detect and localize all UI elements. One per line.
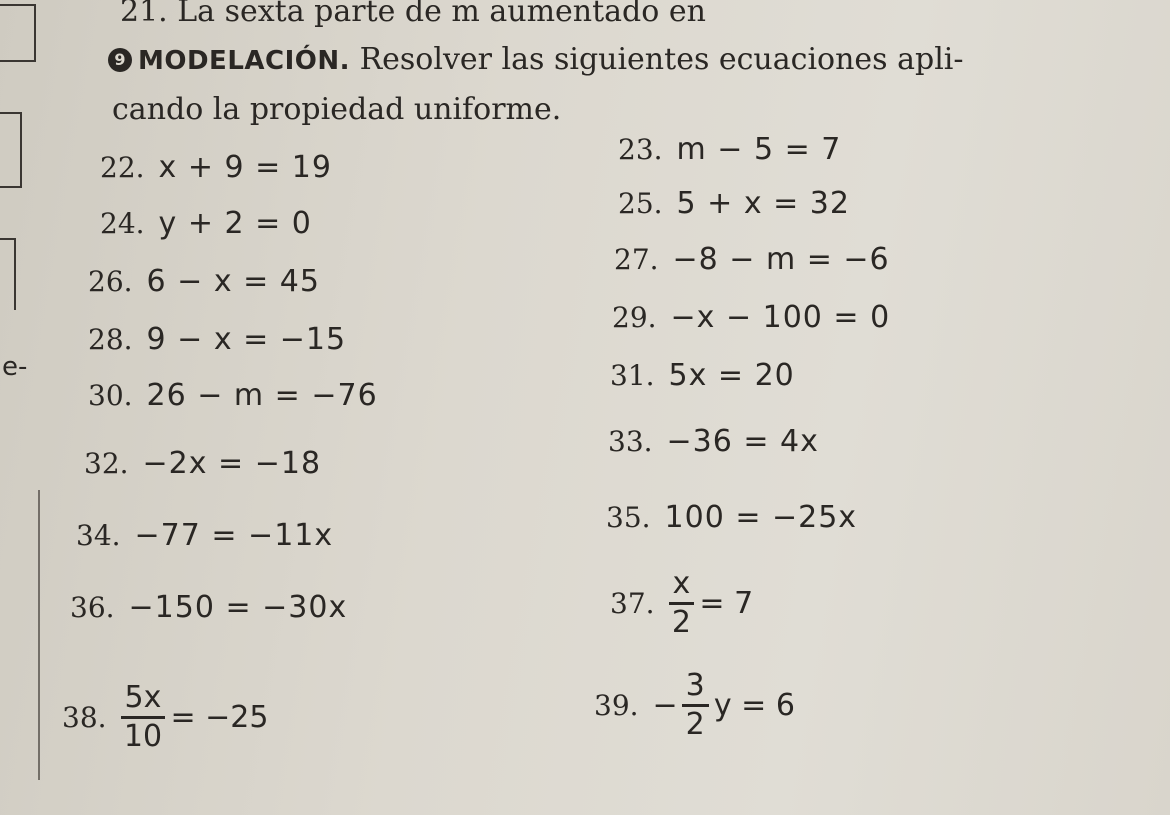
exercise-number: 22. <box>100 151 145 184</box>
exercise-23 <box>618 132 841 167</box>
exercise-number: 31. <box>610 359 655 392</box>
equation: 100 = −25x <box>664 500 858 535</box>
exercise-28 <box>88 322 346 357</box>
section-instruction-continued: cando la propiedad uniforme. <box>112 92 562 127</box>
equation-rest: y = 6 <box>713 688 795 723</box>
exercise-39 <box>594 668 795 743</box>
exercise-number: 37. <box>610 587 655 620</box>
equation: −77 = −11x <box>134 518 334 553</box>
fraction-denominator: 10 <box>123 719 163 754</box>
exercise-37 <box>610 566 753 641</box>
exercise-number: 35. <box>606 501 651 534</box>
exercise-number: 27. <box>614 243 659 276</box>
exercise-number: 39. <box>594 689 639 722</box>
margin-box <box>0 4 36 62</box>
margin-rule <box>38 490 40 780</box>
equation: −2x = −18 <box>142 446 322 481</box>
exercise-30 <box>88 378 378 413</box>
exercise-31 <box>610 358 795 393</box>
equation-rest: = −25 <box>170 700 269 735</box>
section-number-badge: 9 <box>108 48 132 72</box>
equation: −150 = −30x <box>128 590 348 625</box>
exercise-21-text: 21. La sexta parte de m aumentado en <box>120 0 706 29</box>
exercise-number: 36. <box>70 591 115 624</box>
exercise-number: 25. <box>618 187 663 220</box>
exercise-24 <box>100 206 312 241</box>
exercise-number: 26. <box>88 265 133 298</box>
fraction <box>669 566 695 641</box>
margin-box <box>0 238 16 310</box>
minus-sign: − <box>652 688 678 723</box>
exercise-32 <box>84 446 321 481</box>
exercise-26 <box>88 264 320 299</box>
equation: 5 + x = 32 <box>676 186 850 221</box>
exercise-27 <box>614 242 890 277</box>
exercise-number: 29. <box>612 301 657 334</box>
fraction <box>682 668 709 743</box>
fraction-numerator: 3 <box>682 668 709 707</box>
fraction-denominator: 2 <box>685 707 705 742</box>
equation: −36 = 4x <box>666 424 819 459</box>
fraction-denominator: 2 <box>671 605 691 640</box>
exercise-29 <box>612 300 890 335</box>
exercise-number: 38. <box>62 701 107 734</box>
equation: y + 2 = 0 <box>158 206 312 241</box>
equation: 26 − m = −76 <box>146 378 378 413</box>
section-label: MODELACIÓN. <box>138 46 351 76</box>
exercise-33 <box>608 424 819 459</box>
exercise-36 <box>70 590 347 625</box>
exercise-number: 30. <box>88 379 133 412</box>
exercise-number: 34. <box>76 519 121 552</box>
exercise-35 <box>606 500 857 535</box>
exercise-34 <box>76 518 333 553</box>
margin-box <box>0 112 22 188</box>
equation: x + 9 = 19 <box>158 150 332 185</box>
equation-rest: = 7 <box>699 586 754 621</box>
exercise-number: 24. <box>100 207 145 240</box>
exercise-38 <box>62 680 268 755</box>
equation: −8 − m = −6 <box>672 242 890 277</box>
fraction-numerator: 5x <box>121 680 166 719</box>
equation: 9 − x = −15 <box>146 322 347 357</box>
exercise-25 <box>618 186 850 221</box>
section-instruction: Resolver las siguientes ecuaciones apli- <box>359 42 964 77</box>
equation: 6 − x = 45 <box>146 264 320 299</box>
exercise-22 <box>100 150 332 185</box>
equation: −x − 100 = 0 <box>670 300 891 335</box>
equation: m − 5 = 7 <box>676 132 842 167</box>
margin-fragment: e- <box>2 352 28 382</box>
fraction-numerator: x <box>669 566 695 605</box>
equation: 5x = 20 <box>668 358 795 393</box>
exercise-number: 33. <box>608 425 653 458</box>
exercise-number: 23. <box>618 133 663 166</box>
exercise-number: 32. <box>84 447 129 480</box>
section-heading <box>108 42 964 77</box>
fraction <box>121 680 166 755</box>
exercise-number: 28. <box>88 323 133 356</box>
